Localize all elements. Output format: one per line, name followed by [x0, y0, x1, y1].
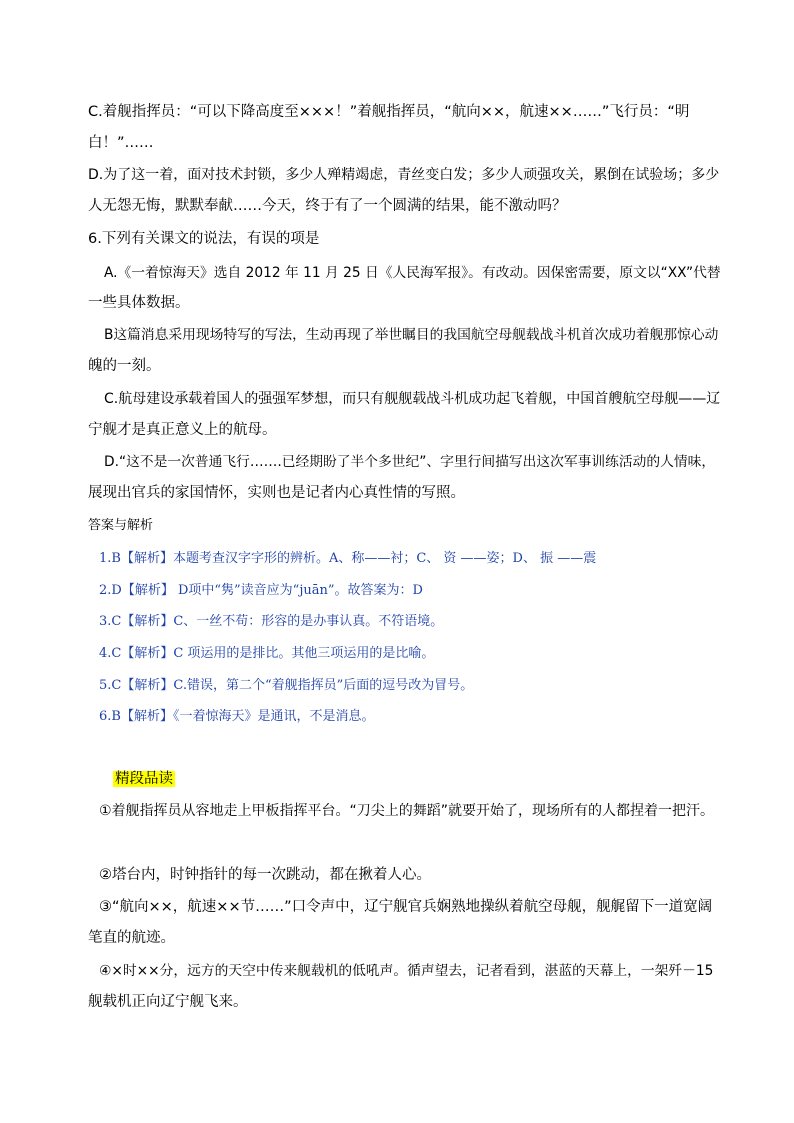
q6-option-a-line2: 一些具体数据。: [88, 295, 190, 311]
question-6: 6.下列有关课文的说法，有误的项是: [88, 231, 320, 247]
q6-option-d-line2: 展现出官兵的家国情怀，实则也是记者内心真性情的写照。: [88, 485, 465, 501]
answer-1: 1.B【解析】本题考查汉字字形的辨析。A、称——衬；C、 资 ——姿；D、 振 ——震: [99, 551, 597, 566]
q6-option-c-line1: C.航母建设承载着国人的强强军梦想，而只有舰舰载战斗机成功起飞着舰，中国首艘航空母舰——辽: [104, 391, 721, 407]
q6-option-b-line1: B这篇消息采用现场特写的写法，生动再现了举世瞩目的我国航空母舰载战斗机首次成功着舰那惊心动: [104, 327, 719, 343]
q6-option-a-line1: A.《一着惊海天》选自 2012 年 11 月 25 日《人民海军报》。有改动。因保密需要，原文以“XX”代替: [104, 265, 721, 281]
answer-5: 5.C【解析】C.错误，第二个“着舰指挥员”后面的逗号改为冒号。: [99, 678, 474, 693]
reading-paragraph-4-line1: ④×时××分，远方的天空中传来舰载机的低吼声。循声望去，记者看到，湛蓝的天幕上，一架歼－15: [99, 963, 714, 979]
q6-option-d-line1: D.“这不是一次普通飞行…….已经期盼了半个多世纪”、字里行间描写出这次军事训练活动的人情味，: [104, 454, 716, 470]
q6-option-c-line2: 宁舰才是真正意义上的航母。: [88, 422, 277, 438]
option-c-line1: C.着舰指挥员：“可以下降高度至×××！”着舰指挥员，“航向××，航速××……”飞行员：“明: [88, 104, 690, 120]
answer-4: 4.C【解析】C 项运用的是排比。其他三项运用的是比喻。: [99, 646, 435, 661]
reading-heading: [113, 770, 175, 788]
answer-3: 3.C【解析】C、一丝不苟：形容的是办事认真。不符语境。: [99, 614, 444, 629]
q6-option-b-line2: 魄的一刻。: [88, 358, 161, 374]
option-d-line2: 人无怨无悔，默默奉献……今天，终于有了一个圆满的结果，能不激动吗？: [88, 198, 567, 214]
reading-paragraph-2: ②塔台内，时钟指针的每一次跳动，都在揪着人心。: [99, 867, 431, 883]
answer-2: 2.D【解析】 D项中“隽”读音应为“juān”。故答案为：D: [99, 583, 423, 598]
answers-heading: 答案与解析: [88, 518, 154, 533]
reading-heading-text: 精段品读: [115, 771, 173, 787]
reading-paragraph-4-line2: 舰载机正向辽宁舰飞来。: [88, 994, 248, 1010]
reading-paragraph-3-line1: ③“航向××，航速××节……”口令声中，辽宁舰官兵娴熟地操纵着航空母舰，舰艉留下一道宽阔: [99, 899, 713, 915]
option-d-line1: D.为了这一着，面对技术封锁，多少人殚精竭虑，青丝变白发；多少人顽强攻关，累倒在试验场；多少: [88, 167, 720, 183]
answer-6: 6.B【解析】《一着惊海天》是通讯，不是消息。: [99, 709, 375, 724]
option-c-line2: 白！”……: [88, 135, 154, 151]
reading-paragraph-1: ①着舰指挥员从容地走上甲板指挥平台。“刀尖上的舞蹈”就要开始了，现场所有的人都捏着一把汗。: [99, 803, 715, 819]
reading-paragraph-3-line2: 笔直的航迹。: [88, 930, 175, 946]
